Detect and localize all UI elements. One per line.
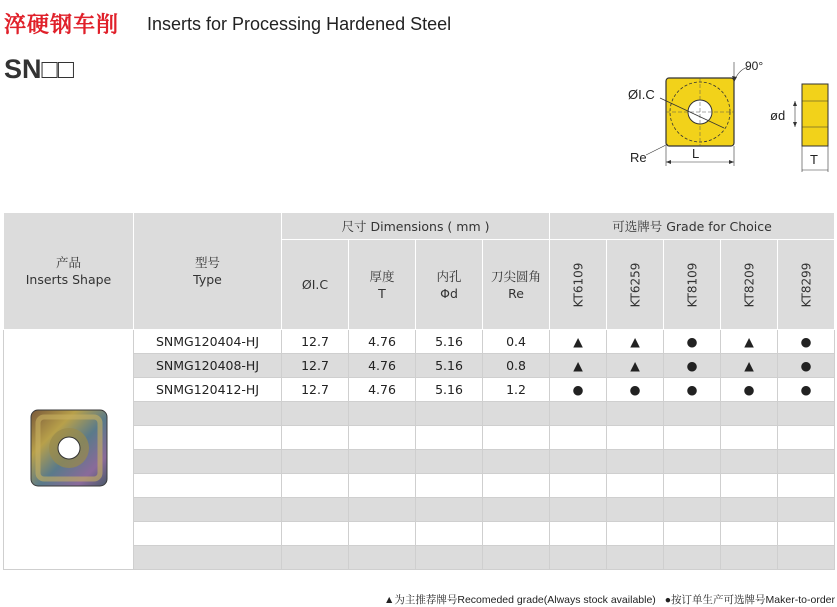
table-row [4,330,835,354]
grade-header: KT8299 [778,240,835,330]
bore-cell: 5.16 [416,330,483,354]
ic-cell: 12.7 [282,354,349,378]
grade-header: KT8109 [664,240,721,330]
re-label: Re [630,150,647,165]
radius-cell: 1.2 [483,378,550,402]
type-cell: SNMG120404-HJ [134,330,282,354]
grade-mark: ● [664,378,721,402]
grade-header: KT6109 [550,240,607,330]
legend-footnote [378,592,835,607]
grade-mark: ▲ [607,330,664,354]
radius-cell: 0.8 [483,354,550,378]
grade-mark: ▲ [550,330,607,354]
series-code: SN□□ [4,54,75,84]
grade-table [3,212,835,570]
grade-mark: ● [664,330,721,354]
bore-cell: 5.16 [416,354,483,378]
ic-label: ØI.C [628,87,655,102]
title-en: Inserts for Processing Hardened Steel [147,14,452,34]
title-cn: 淬硬钢车削 [4,13,120,38]
grade-mark: ▲ [550,354,607,378]
grade-mark: ● [550,378,607,402]
angle-label: 90° [745,59,764,73]
insert-dimension-diagram [620,52,835,182]
grade-mark: ● [778,330,835,354]
dimensions-group-header: 尺寸 Dimensions ( mm ) [282,213,550,240]
insert-shape-cell [4,330,134,570]
dim-header-thickness: 厚度 T [349,240,416,330]
dim-header-radius: 刀尖圆角 Re [483,240,550,330]
ic-cell: 12.7 [282,330,349,354]
grade-header: KT6259 [607,240,664,330]
thickness-cell: 4.76 [349,330,416,354]
recommended-legend: ▲为主推荐牌号Recomeded grade(Always stock available) [383,594,656,606]
thickness-cell: 4.76 [349,378,416,402]
thickness-cell: 4.76 [349,354,416,378]
grade-mark: ● [664,354,721,378]
type-header: 型号 Type [134,213,282,330]
square-insert-icon [28,407,110,489]
ic-cell: 12.7 [282,378,349,402]
grade-group-header: 可选牌号 Grade for Choice [550,213,835,240]
radius-cell: 0.4 [483,330,550,354]
grade-mark: ▲ [721,354,778,378]
t-label: T [810,152,818,167]
dim-header-ic: ØI.C [282,240,349,330]
type-cell: SNMG120408-HJ [134,354,282,378]
shape-header: 产品 Inserts Shape [4,213,134,330]
grade-mark: ● [778,354,835,378]
grade-header: KT8209 [721,240,778,330]
type-cell: SNMG120412-HJ [134,378,282,402]
grade-mark: ● [778,378,835,402]
grade-mark: ● [721,378,778,402]
top-view [628,59,763,166]
grade-mark: ● [607,378,664,402]
make-to-order-legend: ●按订单生产可选牌号Maker-to-order [664,594,835,606]
l-label: L [692,146,700,161]
grade-mark: ▲ [607,354,664,378]
grade-mark: ▲ [721,330,778,354]
dim-header-bore: 内孔 Φd [416,240,483,330]
bore-cell: 5.16 [416,378,483,402]
d-label: ød [770,108,786,123]
side-view [770,84,828,172]
